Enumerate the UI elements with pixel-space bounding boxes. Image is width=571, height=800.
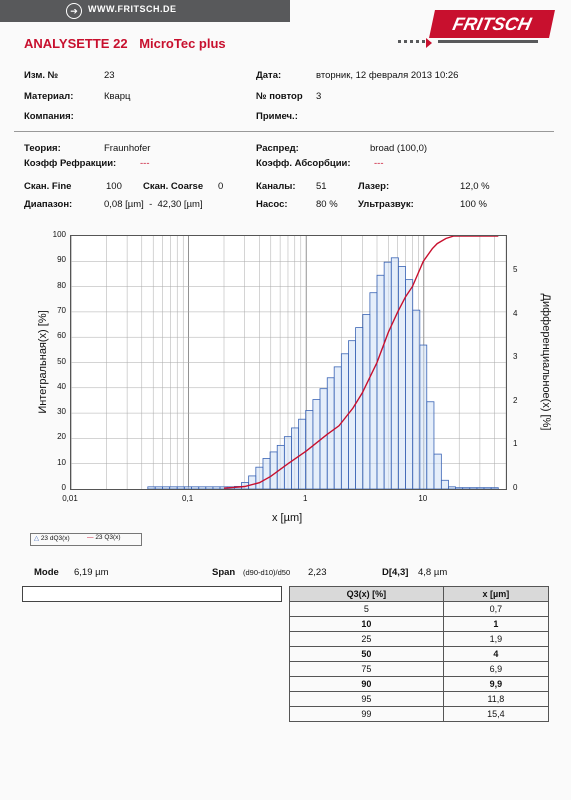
distr-label: Распред: bbox=[256, 143, 299, 154]
table-row bbox=[290, 692, 549, 707]
table-row bbox=[290, 617, 549, 632]
d43-value: 4,8 µm bbox=[418, 567, 448, 578]
histogram-bar bbox=[377, 275, 384, 489]
repeat-value: 3 bbox=[316, 91, 322, 102]
title-main: ANALYSETTE 22 bbox=[24, 36, 128, 51]
d43-label: D[4,3] bbox=[382, 567, 409, 578]
date-value: вторник, 12 февраля 2013 10:26 bbox=[316, 70, 459, 81]
x-cell: 15,4 bbox=[443, 707, 548, 722]
x-cell: 1,9 bbox=[443, 632, 548, 647]
pump-value: 80 % bbox=[316, 199, 338, 210]
histogram-bar bbox=[470, 488, 477, 489]
q3-cell: 95 bbox=[290, 692, 444, 707]
histogram-bar bbox=[170, 487, 178, 489]
legend-q3: — 23 Q3(x) bbox=[87, 534, 121, 541]
span-label: Span bbox=[212, 567, 236, 578]
table-header-x: x [µm] bbox=[443, 587, 548, 602]
arrow-right-icon: ➔ bbox=[66, 3, 82, 19]
q3-cell: 50 bbox=[290, 647, 444, 662]
histogram-bar bbox=[448, 487, 455, 489]
comment-box bbox=[22, 586, 282, 602]
histogram-bar bbox=[177, 487, 184, 489]
histogram-bar bbox=[306, 410, 313, 489]
histogram-bar bbox=[463, 488, 470, 489]
y-tick-label: 10 bbox=[57, 457, 66, 467]
histogram-bar bbox=[384, 262, 391, 489]
y-axis-label: Интегральная(x) [%] bbox=[37, 310, 49, 414]
x-cell: 6,9 bbox=[443, 662, 548, 677]
refr-label: Коэфф Рефракции: bbox=[24, 158, 117, 169]
table-header-q3: Q3(x) [%] bbox=[290, 587, 444, 602]
y-tick-label: 60 bbox=[57, 331, 66, 341]
absorb-value: --- bbox=[374, 158, 384, 169]
histogram-bar bbox=[249, 476, 256, 489]
fine-value: 100 bbox=[106, 181, 122, 192]
q3-cell: 10 bbox=[290, 617, 444, 632]
coarse-value: 0 bbox=[218, 181, 224, 192]
y-tick-label: 90 bbox=[57, 255, 66, 265]
mode-label: Mode bbox=[34, 567, 59, 578]
distr-value: broad (100,0) bbox=[370, 143, 428, 154]
histogram-bar bbox=[406, 280, 413, 489]
x-tick-label: 10 bbox=[418, 494, 428, 503]
x-cell: 9,9 bbox=[443, 677, 548, 692]
table-row bbox=[290, 662, 549, 677]
histogram-bar bbox=[256, 467, 263, 489]
histogram-bar bbox=[370, 293, 377, 489]
ultra-value: 100 % bbox=[460, 199, 487, 210]
table-row bbox=[290, 602, 549, 617]
histogram-bar bbox=[213, 487, 220, 489]
date-label: Дата: bbox=[256, 70, 282, 81]
company-label: Компания: bbox=[24, 111, 74, 122]
y-tick-label: 70 bbox=[57, 305, 66, 315]
y-tick-label: 100 bbox=[52, 230, 66, 239]
y-tick-label: 50 bbox=[57, 356, 66, 366]
x-cell: 1 bbox=[443, 617, 548, 632]
y2-tick-label: 1 bbox=[513, 439, 518, 449]
histogram-bar bbox=[427, 402, 434, 489]
histogram-bar bbox=[356, 328, 363, 489]
theory-value: Fraunhofer bbox=[104, 143, 151, 154]
title-sub: MicroTec plus bbox=[139, 36, 226, 51]
histogram-bar bbox=[484, 488, 491, 489]
top-bar bbox=[0, 0, 290, 22]
chart-frame bbox=[70, 235, 507, 490]
y2-tick-label: 3 bbox=[513, 352, 518, 362]
histogram-bar bbox=[441, 480, 448, 489]
range-value: 0,08 [µm] - 42,30 [µm] bbox=[104, 199, 203, 210]
triangle-icon: △ bbox=[34, 535, 39, 542]
note-label: Примеч.: bbox=[256, 111, 298, 122]
material-value: Кварц bbox=[104, 91, 131, 102]
website-link[interactable]: WWW.FRITSCH.DE bbox=[88, 4, 177, 14]
x-axis-label: x [µm] bbox=[272, 512, 303, 524]
histogram-bar bbox=[192, 487, 199, 489]
histogram-bar bbox=[434, 454, 441, 489]
fritsch-logo: FRITSCH bbox=[429, 10, 555, 38]
fine-label: Скан. Fine bbox=[24, 181, 72, 192]
q3-cell: 5 bbox=[290, 602, 444, 617]
theory-label: Теория: bbox=[24, 143, 61, 154]
channels-label: Каналы: bbox=[256, 181, 296, 192]
x-tick-label: 1 bbox=[302, 494, 308, 503]
legend-dq3: △ 23 dQ3(x) bbox=[34, 535, 70, 542]
histogram-bar bbox=[413, 310, 420, 489]
span-formula: (d90-d10)/d50 bbox=[243, 568, 291, 577]
y2-axis-label: Дифференциальное(x) [%] bbox=[540, 293, 552, 431]
histogram-bar bbox=[477, 488, 484, 489]
divider bbox=[14, 131, 554, 132]
laser-label: Лазер: bbox=[358, 181, 390, 192]
table-row bbox=[290, 677, 549, 692]
table-row bbox=[290, 647, 549, 662]
histogram-bar bbox=[148, 487, 155, 489]
histogram-bar bbox=[155, 487, 162, 489]
y2-tick-label: 2 bbox=[513, 395, 518, 405]
y-tick-label: 0 bbox=[61, 483, 66, 492]
histogram-bar bbox=[363, 315, 370, 489]
q3-cell: 99 bbox=[290, 707, 444, 722]
izm-label: Изм. № bbox=[24, 70, 59, 81]
y2-tick-label: 5 bbox=[513, 264, 518, 274]
laser-value: 12,0 % bbox=[460, 181, 490, 192]
histogram-bar bbox=[263, 458, 270, 489]
histogram-bar bbox=[163, 487, 170, 489]
q3-cell: 25 bbox=[290, 632, 444, 647]
histogram-bar bbox=[491, 488, 498, 489]
coarse-label: Скан. Coarse bbox=[143, 181, 204, 192]
y-tick-label: 20 bbox=[57, 432, 66, 442]
channels-value: 51 bbox=[316, 181, 327, 192]
repeat-label: № повтор bbox=[256, 91, 303, 102]
percentile-table bbox=[289, 586, 549, 722]
histogram-bar bbox=[206, 487, 213, 489]
report-title bbox=[24, 36, 226, 51]
range-label: Диапазон: bbox=[24, 199, 73, 210]
legend bbox=[30, 533, 142, 546]
table-row bbox=[290, 707, 549, 722]
histogram-bar bbox=[391, 258, 398, 489]
histogram-bar bbox=[455, 488, 462, 489]
histogram-bar bbox=[420, 345, 427, 489]
izm-value: 23 bbox=[104, 70, 115, 81]
y-tick-label: 30 bbox=[57, 407, 66, 417]
line-icon: — bbox=[87, 534, 94, 541]
mode-value: 6,19 µm bbox=[74, 567, 109, 578]
span-value: 2,23 bbox=[308, 567, 327, 578]
x-cell: 0,7 bbox=[443, 602, 548, 617]
y2-tick-label: 4 bbox=[513, 308, 518, 318]
y-tick-label: 40 bbox=[57, 381, 66, 391]
absorb-label: Коэфф. Абсорбции: bbox=[256, 158, 351, 169]
pump-label: Насос: bbox=[256, 199, 288, 210]
histogram-bar bbox=[184, 487, 191, 489]
table-row bbox=[290, 632, 549, 647]
ultra-label: Ультразвук: bbox=[358, 199, 414, 210]
distribution-chart bbox=[71, 236, 506, 489]
y-tick-label: 80 bbox=[57, 280, 66, 290]
y2-tick-label: 0 bbox=[513, 483, 518, 492]
histogram-bar bbox=[349, 341, 356, 489]
x-cell: 11,8 bbox=[443, 692, 548, 707]
x-cell: 4 bbox=[443, 647, 548, 662]
q3-cell: 75 bbox=[290, 662, 444, 677]
histogram-bar bbox=[270, 452, 277, 489]
x-tick-label: 0,01 bbox=[62, 494, 78, 503]
material-label: Материал: bbox=[24, 91, 74, 102]
histogram-bar bbox=[199, 487, 206, 489]
x-tick-label: 0,1 bbox=[182, 494, 194, 503]
logo-stripes-icon bbox=[398, 38, 548, 48]
q3-cell: 90 bbox=[290, 677, 444, 692]
refr-value: --- bbox=[140, 158, 150, 169]
